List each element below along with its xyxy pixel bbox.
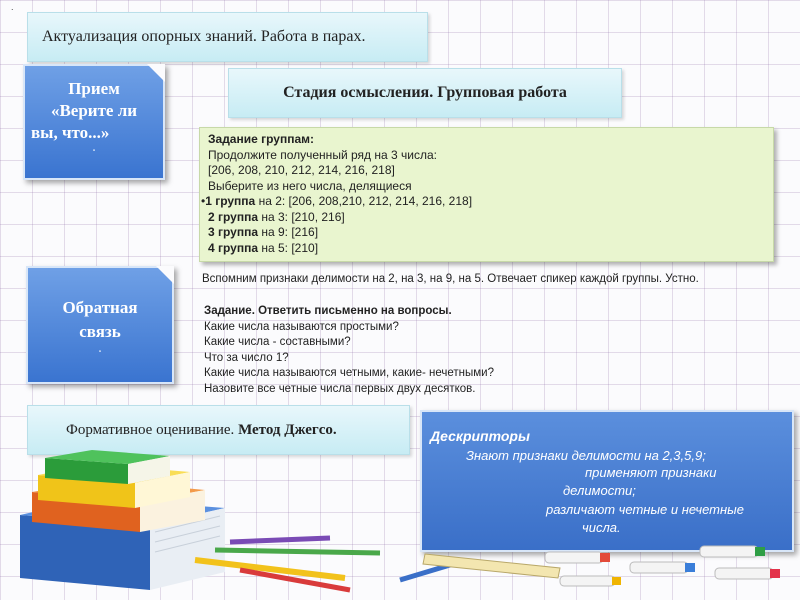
recall-text: Вспомним признаки делимости на 2, на 3, на 9, на 5. Отвечает спикер каждой группы. Устно. bbox=[202, 273, 699, 285]
group-1-label: 1 группа bbox=[205, 194, 256, 208]
group-4-label: 4 группа bbox=[208, 240, 259, 255]
group-4-row bbox=[208, 241, 765, 257]
group-1-text: на 2: [206, 208,210, 212, 214, 216, 218] bbox=[255, 194, 473, 208]
descriptors-title: Дескрипторы bbox=[430, 428, 530, 444]
questions-block bbox=[204, 304, 624, 397]
ruler-icon bbox=[423, 554, 560, 578]
questions-title: Задание. Ответить письменно на вопросы. bbox=[204, 305, 452, 317]
feedback-line-1: Обратная bbox=[62, 298, 138, 317]
task-line-1: Продолжите полученный ряд на 3 числа: bbox=[208, 147, 437, 162]
group-2-row bbox=[208, 210, 765, 226]
question-5: Назовите все четные числа первых двух десятков. bbox=[204, 382, 476, 395]
descriptor-line-4: различают четные и нечетные bbox=[546, 502, 744, 517]
descriptor-line-2: применяют признаки bbox=[585, 465, 717, 480]
task-box bbox=[199, 127, 774, 262]
group-1-row bbox=[201, 194, 765, 210]
group-3-text: на 9: [216] bbox=[258, 225, 319, 239]
top-banner-text: Актуализация опорных знаний. Работа в парах. bbox=[42, 28, 366, 45]
feedback-box bbox=[26, 266, 174, 384]
method-line-3: вы, что...» bbox=[31, 123, 110, 142]
method-box bbox=[23, 64, 165, 180]
question-4: Какие числа называются четными, какие- нечетными? bbox=[204, 367, 494, 379]
group-2-text: на 3: [210, 216] bbox=[258, 209, 345, 224]
task-title: Задание группам: bbox=[208, 132, 315, 146]
bullet-icon: • bbox=[201, 194, 206, 208]
markers-icon bbox=[545, 546, 780, 586]
corner-dot: . bbox=[11, 2, 14, 12]
feedback-line-2: связь bbox=[79, 322, 121, 341]
method-line-1: Прием bbox=[68, 79, 120, 98]
green-book-icon bbox=[45, 450, 170, 484]
stage-banner bbox=[228, 68, 622, 118]
stage-banner-text: Стадия осмысления. Групповая работа bbox=[283, 84, 567, 101]
method-dot: . bbox=[92, 143, 96, 154]
group-2-label: 2 группа bbox=[208, 209, 259, 224]
task-line-2: [206, 208, 210, 212, 214, 216, 218] bbox=[208, 163, 395, 177]
formative-banner bbox=[27, 405, 410, 455]
group-4-text: на 5: [210] bbox=[258, 240, 319, 255]
formative-bold: Метод Джегсо. bbox=[238, 421, 337, 438]
pencils-icon bbox=[195, 538, 460, 590]
feedback-dot: . bbox=[98, 344, 102, 355]
books-pencils-illustration bbox=[0, 450, 800, 600]
task-line-3: Выберите из него числа, делящиеся bbox=[208, 178, 412, 193]
question-2: Какие числа - составными? bbox=[204, 336, 351, 348]
descriptor-line-5: числа. bbox=[582, 520, 621, 535]
question-1: Какие числа называются простыми? bbox=[204, 320, 399, 333]
method-line-2: «Верите ли bbox=[50, 101, 138, 120]
descriptor-line-1: Знают признаки делимости на 2,3,5,9; bbox=[466, 448, 706, 463]
group-3-row bbox=[208, 225, 765, 241]
top-banner bbox=[27, 12, 428, 62]
formative-text: Формативное оценивание. bbox=[66, 421, 239, 438]
descriptor-line-3: делимости; bbox=[563, 483, 636, 498]
question-3: Что за число 1? bbox=[204, 351, 289, 364]
group-3-label: 3 группа bbox=[208, 225, 259, 239]
